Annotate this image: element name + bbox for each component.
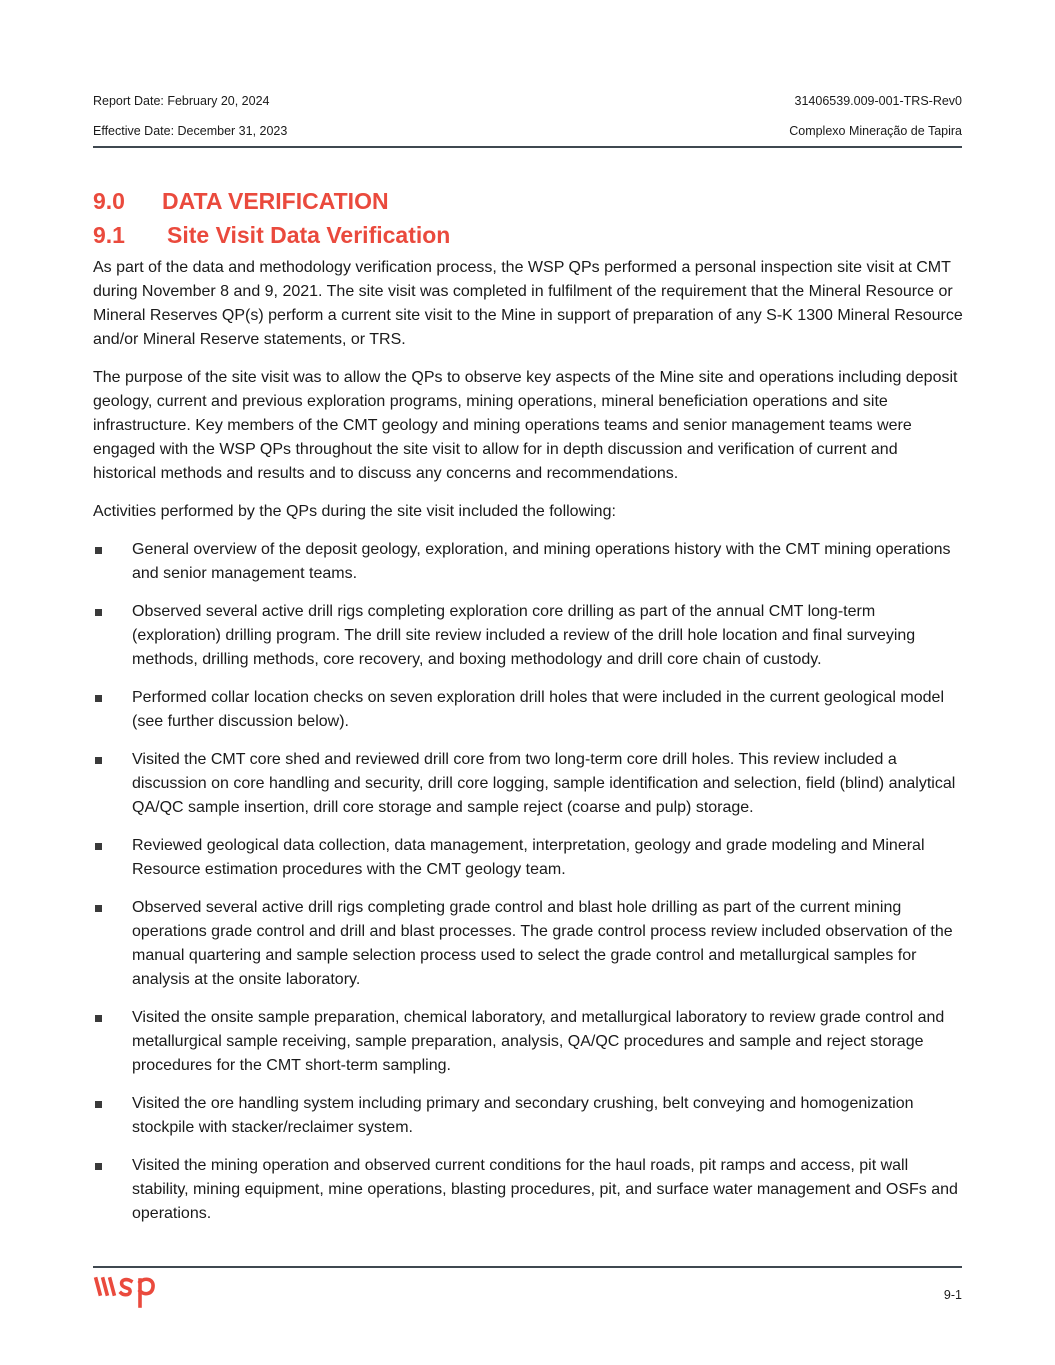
bullet-square-icon — [95, 843, 102, 850]
list-item-text: Visited the CMT core shed and reviewed drill core from two long-term core drill holes. This review included a discussion on core handling and security, drill core logging, sample identification and selection, field (blind) analytical QA/QC sample insertion, drill core storage and sample reject (coarse and pulp) storage. — [132, 751, 956, 816]
wsp-logo-icon — [93, 1275, 159, 1309]
list-item — [93, 1154, 963, 1226]
bullet-square-icon — [95, 547, 102, 554]
section-number: 9.0 — [93, 188, 125, 214]
bullet-square-icon — [95, 1101, 102, 1108]
page-content — [93, 186, 963, 1240]
list-item — [93, 834, 963, 882]
list-item — [93, 600, 963, 672]
header-divider — [93, 146, 962, 148]
list-item — [93, 538, 963, 586]
list-item — [93, 748, 963, 820]
paragraph-intro: As part of the data and methodology verification process, the WSP QPs performed a personal inspection site visit at CMT during November 8 and 9, 2021. The site visit was completed in fulfilment of the requirement that the Mineral Resource or Mineral Reserves QP(s) perform a current site visit to the Mine in support of preparation of any S-K 1300 Mineral Resource and/or Mineral Reserve statements, or TRS. — [93, 259, 963, 348]
list-item-text: Observed several active drill rigs completing grade control and blast hole drilling as part of the current mining operations grade control and drill and blast processes. The grade control process review included observation of the manual quartering and sample selection process used to select the grade control and metallurgical samples for analysis at the onsite laboratory. — [132, 899, 953, 988]
list-item-text: Visited the onsite sample preparation, chemical laboratory, and metallurgical laboratory to review grade control and metallurgical sample receiving, sample preparation, analysis, QA/QC procedures and sample and reject storage procedures for the CMT short-term sampling. — [132, 1009, 945, 1074]
subsection-heading — [93, 220, 963, 256]
section-title: DATA VERIFICATION — [162, 188, 389, 214]
list-item — [93, 1006, 963, 1078]
activities-list — [93, 538, 963, 1226]
page-header — [93, 92, 962, 152]
bullet-square-icon — [95, 609, 102, 616]
list-item-text: Observed several active drill rigs completing exploration core drilling as part of the annual CMT long-term (exploration) drilling program. The drill site review included a review of the drill hole location and final surveying methods, drilling methods, core recovery, and boxing methodology and drill core chain of custody. — [132, 603, 916, 668]
header-row-1 — [93, 92, 962, 122]
list-item — [93, 1092, 963, 1140]
project-name: Complexo Mineração de Tapira — [789, 124, 962, 138]
effective-date: Effective Date: December 31, 2023 — [93, 124, 288, 138]
report-date: Report Date: February 20, 2024 — [93, 94, 270, 108]
page-number: 9-1 — [943, 1288, 962, 1302]
bullet-square-icon — [95, 757, 102, 764]
footer-divider — [93, 1266, 962, 1268]
bullet-square-icon — [95, 695, 102, 702]
subsection-title: Site Visit Data Verification — [167, 222, 451, 248]
list-item-text: Reviewed geological data collection, data management, interpretation, geology and grade modeling and Mineral Resource estimation procedures with the CMT geology team. — [132, 837, 925, 878]
paragraph-activities-lead: Activities performed by the QPs during the site visit included the following: — [93, 503, 616, 520]
paragraph-purpose: The purpose of the site visit was to allow the QPs to observe key aspects of the Mine site and operations including deposit geology, current and previous exploration programs, mining operations, mineral beneficiation operations and site infrastructure. Key members of the CMT geology and mining operations teams and senior management teams were engaged with the WSP QPs throughout the site visit to allow for in depth discussion and verification of current and historical methods and results and to discuss any concerns and recommendations. — [93, 369, 958, 482]
report-id: 31406539.009-001-TRS-Rev0 — [794, 94, 962, 108]
section-heading — [93, 186, 963, 220]
bullet-square-icon — [95, 1163, 102, 1170]
list-item-text: Visited the ore handling system including primary and secondary crushing, belt conveying and homogenization stockpile with stacker/reclaimer system. — [132, 1095, 914, 1136]
list-item — [93, 896, 963, 992]
list-item-text: Visited the mining operation and observed current conditions for the haul roads, pit ramps and access, pit wall stability, mining equipment, mine operations, blasting procedures, pit, and surface water management and OSFs and operations. — [132, 1157, 958, 1222]
list-item-text: Performed collar location checks on seven exploration drill holes that were included in the current geological model (see further discussion below). — [132, 689, 944, 730]
list-item — [93, 686, 963, 734]
list-item-text: General overview of the deposit geology, exploration, and mining operations history with the CMT mining operations and senior management teams. — [132, 541, 951, 582]
bullet-square-icon — [95, 905, 102, 912]
subsection-number: 9.1 — [93, 222, 125, 248]
bullet-square-icon — [95, 1015, 102, 1022]
